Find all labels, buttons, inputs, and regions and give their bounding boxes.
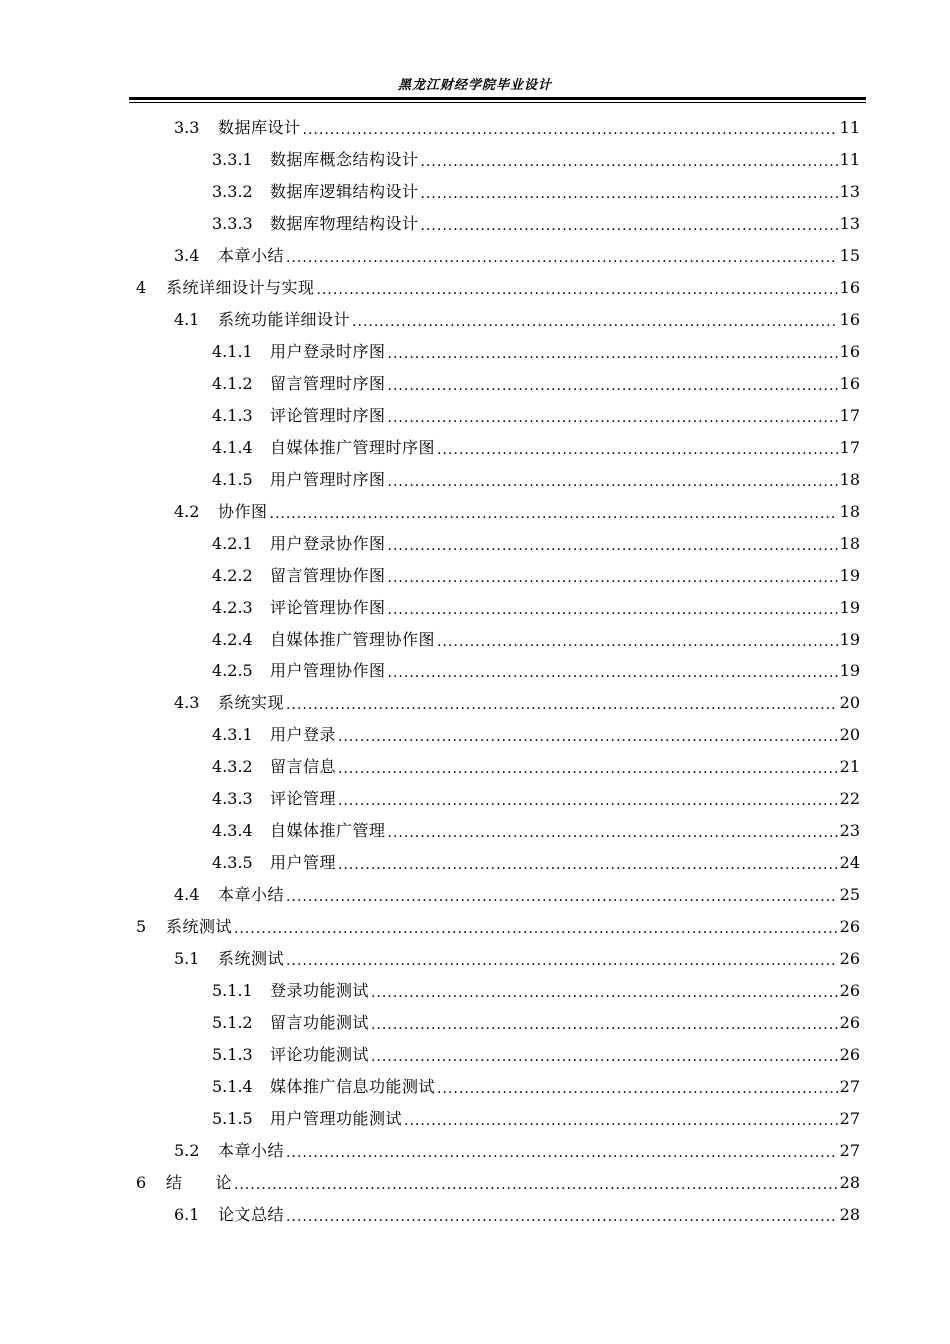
toc-dot-leader [286,246,838,266]
toc-dot-leader [286,885,838,905]
toc-entry[interactable] [174,1201,860,1225]
toc-entry-page-number: 24 [839,853,860,872]
toc-entry-title: 协作图 [218,502,268,521]
toc-entry-page-number: 26 [839,949,860,968]
toc-dot-leader [338,789,838,809]
toc-entry[interactable] [174,498,860,522]
toc-entry-title: 用户登录 [270,725,337,744]
toc-entry-title: 媒体推广信息功能测试 [270,1077,436,1096]
toc-entry[interactable] [174,881,860,905]
toc-entry-title: 本章小结 [218,885,285,904]
toc-entry-number: 6.1 [174,1205,200,1224]
toc-entry-page-number: 26 [839,981,860,1000]
toc-entry-title: 数据库设计 [218,118,301,137]
toc-entry-number: 4.2 [174,502,200,521]
toc-entry-title: 论文总结 [218,1205,285,1224]
toc-entry-number: 4.2.2 [212,566,253,585]
toc-dot-leader [371,1045,838,1065]
toc-dot-leader [234,1173,838,1193]
toc-entry[interactable] [212,817,860,841]
toc-entry[interactable] [136,913,860,937]
toc-entry[interactable] [174,689,860,713]
toc-dot-leader [437,1077,838,1097]
toc-entry-title: 自媒体推广管理时序图 [270,438,436,457]
toc-entry[interactable] [212,402,860,426]
toc-entry-title: 数据库物理结构设计 [270,214,419,233]
toc-entry-number: 3.3.1 [212,150,253,169]
toc-entry-page-number: 27 [839,1141,860,1160]
toc-entry-number: 3.3.3 [212,214,253,233]
toc-entry-number: 4.3.1 [212,725,253,744]
toc-entry-page-number: 17 [839,438,860,457]
toc-dot-leader [352,310,838,330]
toc-dot-leader [338,725,838,745]
toc-entry[interactable] [136,1169,860,1193]
toc-dot-leader [388,566,838,586]
toc-dot-leader [286,693,838,713]
toc-entry[interactable] [212,530,860,554]
header-rule-thin [129,102,866,103]
toc-entry-page-number: 26 [839,1013,860,1032]
toc-entry[interactable] [174,945,860,969]
toc-entry-title: 留言功能测试 [270,1013,370,1032]
toc-entry-title: 留言管理协作图 [270,566,386,585]
toc-entry-title: 系统功能详细设计 [218,310,351,329]
toc-entry-page-number: 16 [839,342,860,361]
toc-entry-page-number: 16 [839,278,860,297]
toc-entry-page-number: 22 [839,789,860,808]
toc-entry-title: 留言信息 [270,757,337,776]
toc-entry[interactable] [212,466,860,490]
toc-entry-number: 5.1 [174,949,200,968]
toc-dot-leader [388,661,838,681]
toc-entry-page-number: 15 [839,246,860,265]
toc-dot-leader [317,278,838,298]
toc-entry-number: 6 [136,1173,147,1192]
toc-entry-title: 用户管理时序图 [270,470,386,489]
toc-entry-title: 评论管理时序图 [270,406,386,425]
toc-dot-leader [388,598,838,618]
toc-entry-number: 5.1.4 [212,1077,253,1096]
toc-entry-title: 评论功能测试 [270,1045,370,1064]
toc-dot-leader [371,1013,838,1033]
toc-entry[interactable] [212,338,860,362]
toc-entry-number: 4.1.5 [212,470,253,489]
toc-entry-title: 系统测试 [166,917,233,936]
toc-entry-page-number: 13 [839,182,860,201]
toc-entry-number: 4.1.2 [212,374,253,393]
toc-entry-number: 4.2.5 [212,661,253,680]
toc-dot-leader [286,1205,838,1225]
toc-entry-page-number: 23 [839,821,860,840]
toc-entry-page-number: 20 [839,725,860,744]
toc-dot-leader [437,630,838,650]
toc-entry[interactable] [212,721,860,745]
toc-dot-leader [286,949,838,969]
toc-dot-leader [388,342,838,362]
toc-entry-page-number: 19 [839,598,860,617]
toc-entry-title: 登录功能测试 [270,981,370,1000]
header-rule-thick [129,97,866,100]
toc-entry[interactable] [212,210,860,234]
toc-entry-number: 4.2.4 [212,630,253,649]
toc-entry-title: 系统详细设计与实现 [166,278,315,297]
toc-entry[interactable] [212,785,860,809]
toc-entry[interactable] [212,594,860,618]
toc-entry-title: 本章小结 [218,1141,285,1160]
toc-entry-number: 4.1.1 [212,342,253,361]
toc-entry-title: 系统实现 [218,693,285,712]
toc-dot-leader [234,917,838,937]
toc-entry-number: 5.1.3 [212,1045,253,1064]
toc-entry[interactable] [212,1009,860,1033]
toc-entry[interactable] [212,1073,860,1097]
toc-entry-number: 5.1.2 [212,1013,253,1032]
toc-entry[interactable] [212,1105,860,1129]
toc-entry-title: 本章小结 [218,246,285,265]
toc-entry-number: 3.3 [174,118,200,137]
toc-entry[interactable] [212,434,860,458]
toc-entry[interactable] [212,562,860,586]
toc-entry-title: 用户管理功能测试 [270,1109,403,1128]
toc-entry-title: 用户管理 [270,853,337,872]
toc-entry-page-number: 16 [839,374,860,393]
toc-entry-number: 4.3.5 [212,853,253,872]
toc-entry-title: 评论管理 [270,789,337,808]
toc-dot-leader [371,981,838,1001]
toc-dot-leader [421,182,838,202]
toc-entry-number: 4.2.3 [212,598,253,617]
toc-entry-title: 用户登录协作图 [270,534,386,553]
toc-dot-leader [421,214,838,234]
toc-entry-title: 用户管理协作图 [270,661,386,680]
toc-dot-leader [338,853,838,873]
toc-entry-page-number: 28 [839,1205,860,1224]
toc-entry[interactable] [212,146,860,170]
toc-entry-page-number: 26 [839,1045,860,1064]
toc-entry-number: 4.1 [174,310,200,329]
toc-entry-title: 系统测试 [218,949,285,968]
toc-entry-page-number: 19 [839,566,860,585]
toc-entry-page-number: 11 [839,150,860,169]
toc-entry-number: 3.3.2 [212,182,253,201]
toc-entry-page-number: 16 [839,310,860,329]
toc-dot-leader [388,821,838,841]
toc-entry[interactable] [212,626,860,650]
toc-entry[interactable] [212,370,860,394]
toc-entry-page-number: 21 [839,757,860,776]
toc-dot-leader [437,438,838,458]
toc-entry-page-number: 28 [839,1173,860,1192]
toc-dot-leader [388,374,838,394]
toc-entry-title: 留言管理时序图 [270,374,386,393]
toc-dot-leader [338,757,838,777]
toc-entry-page-number: 11 [839,118,860,137]
toc-entry-number: 4.3.3 [212,789,253,808]
toc-entry-number: 5 [136,917,147,936]
toc-entry-page-number: 19 [839,630,860,649]
toc-entry-page-number: 26 [839,917,860,936]
toc-entry-number: 4.4 [174,885,200,904]
toc-entry-number: 4.1.4 [212,438,253,457]
toc-dot-leader [421,150,838,170]
toc-entry-page-number: 17 [839,406,860,425]
toc-entry-page-number: 27 [839,1109,860,1128]
toc-entry-page-number: 13 [839,214,860,233]
toc-entry-page-number: 18 [839,502,860,521]
toc-entry-number: 5.1.1 [212,981,253,1000]
toc-entry-page-number: 18 [839,534,860,553]
toc-entry[interactable] [212,849,860,873]
toc-entry-title: 数据库逻辑结构设计 [270,182,419,201]
toc-entry-number: 5.2 [174,1141,200,1160]
toc-entry-title: 评论管理协作图 [270,598,386,617]
toc-entry-number: 5.1.5 [212,1109,253,1128]
toc-entry[interactable] [174,306,860,330]
toc-entry-title: 数据库概念结构设计 [270,150,419,169]
toc-entry[interactable] [212,977,860,1001]
toc-entry[interactable] [174,242,860,266]
toc-entry[interactable] [136,274,860,298]
toc-entry-title: 自媒体推广管理 [270,821,386,840]
toc-entry-title: 自媒体推广管理协作图 [270,630,436,649]
toc-entry-number: 4.3.2 [212,757,253,776]
toc-entry-page-number: 20 [839,693,860,712]
toc-entry-number: 4 [136,278,147,297]
toc-entry[interactable] [212,178,860,202]
toc-entry[interactable] [212,753,860,777]
toc-dot-leader [303,118,838,138]
toc-dot-leader [388,406,838,426]
toc-entry-title: 结 论 [166,1173,233,1192]
toc-entry-number: 4.2.1 [212,534,253,553]
toc-entry-page-number: 19 [839,661,860,680]
toc-entry-number: 4.1.3 [212,406,253,425]
toc-dot-leader [404,1109,838,1129]
toc-entry-number: 4.3.4 [212,821,253,840]
toc-entry-page-number: 25 [839,885,860,904]
toc-entry-number: 4.3 [174,693,200,712]
toc-entry[interactable] [174,1137,860,1161]
page-header-title: 黑龙江财经学院毕业设计 [397,78,552,93]
toc-entry[interactable] [174,114,860,138]
toc-entry-page-number: 27 [839,1077,860,1096]
toc-entry-number: 3.4 [174,246,200,265]
toc-dot-leader [388,470,838,490]
toc-entry[interactable] [212,657,860,681]
toc-entry-page-number: 18 [839,470,860,489]
toc-entry[interactable] [212,1041,860,1065]
toc-dot-leader [286,1141,838,1161]
toc-dot-leader [270,502,838,522]
toc-dot-leader [388,534,838,554]
toc-entry-title: 用户登录时序图 [270,342,386,361]
